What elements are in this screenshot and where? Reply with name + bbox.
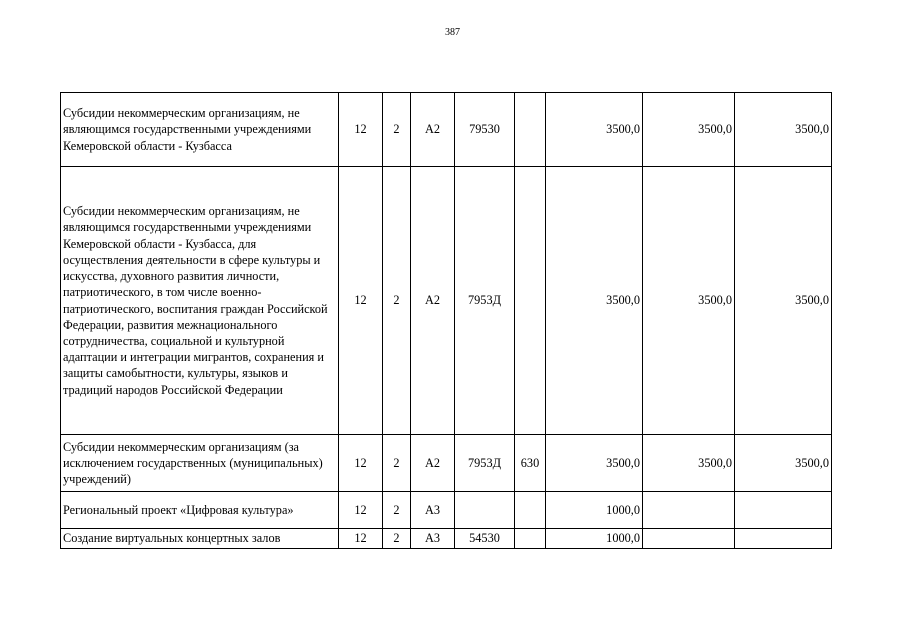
row-amount-3: 3500,0 (735, 167, 832, 435)
row-section: 12 (339, 529, 383, 549)
row-amount-2: 3500,0 (643, 435, 735, 492)
row-expense-type (515, 93, 546, 167)
row-expense-type (515, 492, 546, 529)
row-name: Субсидии некоммерческим организациям, не являющимся государственными учреждениями Кемеровской области - Кузбасса (61, 93, 339, 167)
row-amount-2: 3500,0 (643, 167, 735, 435)
row-amount-1: 3500,0 (546, 167, 643, 435)
row-subsection: 2 (383, 435, 411, 492)
table-row (61, 167, 832, 435)
row-amount-1: 3500,0 (546, 93, 643, 167)
row-section: 12 (339, 492, 383, 529)
row-amount-3 (735, 492, 832, 529)
table-row (61, 492, 832, 529)
row-subsection: 2 (383, 167, 411, 435)
row-item (455, 492, 515, 529)
page-number: 387 (445, 27, 460, 38)
table-row (61, 93, 832, 167)
row-program: А3 (411, 529, 455, 549)
row-name: Субсидии некоммерческим организациям, не являющимся государственными учреждениями Кемеровской области - Кузбасса, для осуществления деятельности в сфере культуры и искусства, духовного развития личности, патриотического, в том числе военно-патриотического, воспитания граждан Российской Федерации, развития межнационального сотрудничества, социальной и культурной адаптации и интеграции мигрантов, сохранения и защиты самобытности, культуры, языков и традиций народов Российской Федерации (61, 167, 339, 435)
budget-table (60, 92, 832, 549)
row-subsection: 2 (383, 492, 411, 529)
row-amount-1: 3500,0 (546, 435, 643, 492)
row-amount-2 (643, 529, 735, 549)
row-section: 12 (339, 167, 383, 435)
row-item: 54530 (455, 529, 515, 549)
row-section: 12 (339, 435, 383, 492)
row-section: 12 (339, 93, 383, 167)
row-expense-type (515, 167, 546, 435)
row-item: 79530 (455, 93, 515, 167)
row-program: А3 (411, 492, 455, 529)
row-program: А2 (411, 435, 455, 492)
row-subsection: 2 (383, 93, 411, 167)
row-program: А2 (411, 93, 455, 167)
row-item: 7953Д (455, 167, 515, 435)
row-expense-type: 630 (515, 435, 546, 492)
row-item: 7953Д (455, 435, 515, 492)
row-name: Субсидии некоммерческим организациям (за исключением государственных (муниципальных) учреждений) (61, 435, 339, 492)
table-row (61, 529, 832, 549)
row-amount-2: 3500,0 (643, 93, 735, 167)
row-name: Создание виртуальных концертных залов (61, 529, 339, 549)
table-row (61, 435, 832, 492)
row-amount-3: 3500,0 (735, 93, 832, 167)
row-amount-1: 1000,0 (546, 492, 643, 529)
row-amount-3: 3500,0 (735, 435, 832, 492)
row-program: А2 (411, 167, 455, 435)
row-amount-1: 1000,0 (546, 529, 643, 549)
row-amount-3 (735, 529, 832, 549)
row-name: Региональный проект «Цифровая культура» (61, 492, 339, 529)
row-amount-2 (643, 492, 735, 529)
row-expense-type (515, 529, 546, 549)
row-subsection: 2 (383, 529, 411, 549)
